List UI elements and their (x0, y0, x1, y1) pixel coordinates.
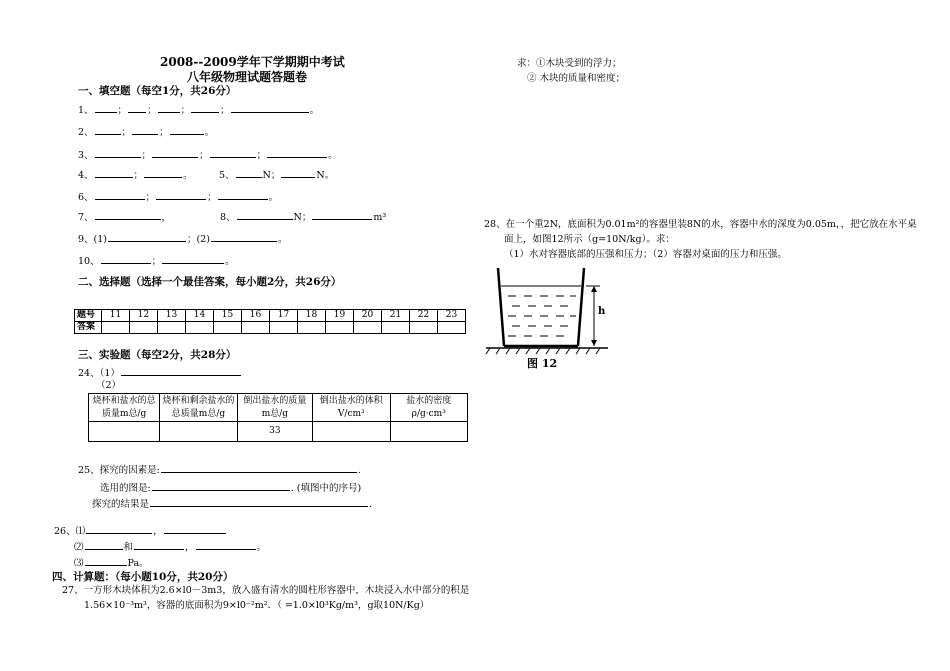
answer-blank[interactable] (210, 148, 256, 158)
table-header: 盐水的密度ρ/g·cm³ (390, 394, 468, 422)
table-header: 倒出盐水的体积V/cm³ (313, 394, 390, 422)
question-number-cell: 22 (410, 310, 438, 322)
question-number-cell: 18 (298, 310, 326, 322)
fill-q10: 10、 ； 。 (78, 256, 235, 267)
row-header-number: 题号 (75, 310, 102, 322)
answer-blank[interactable] (95, 103, 117, 113)
exp-q25-a: 25、探究的因素是: . (78, 465, 361, 476)
question-number-cell: 17 (270, 310, 298, 322)
table-header: 烧杯和盐水的总质量m总/g (89, 394, 160, 422)
answer-blank[interactable] (95, 148, 141, 158)
answer-blank[interactable] (312, 210, 372, 220)
answer-blank[interactable] (156, 190, 206, 200)
figure-h-label: h (598, 306, 606, 317)
exam-title-line1: 2008--2009学年下学期期中考试 (160, 55, 345, 69)
table-cell[interactable] (160, 422, 237, 442)
answer-blank[interactable] (152, 148, 198, 158)
answer-blank[interactable] (150, 497, 368, 507)
salt-water-density-table (88, 393, 468, 442)
fill-q8: 8、 N； m³ (220, 212, 387, 223)
question-number-cell: 12 (130, 310, 158, 322)
row-header-answer: 答案 (75, 322, 102, 334)
answer-blank[interactable] (152, 481, 290, 491)
question-number-cell: 20 (354, 310, 382, 322)
question-number-cell: 13 (158, 310, 186, 322)
answer-blank[interactable] (95, 210, 161, 220)
question-number-cell: 21 (382, 310, 410, 322)
exp-q25-b: 选用的图是: . (填图中的序号) (100, 483, 362, 494)
fill-q3: 3、 ； ； ； 。 (78, 150, 338, 161)
answer-blank[interactable] (170, 125, 204, 135)
table-cell: 33 (237, 422, 312, 442)
answer-blank[interactable] (132, 125, 158, 135)
calc-q27-ask2: ② 木块的质量和密度； (527, 73, 626, 84)
section-fill-in-heading: 一、填空题（每空1分，共26分） (78, 85, 237, 97)
choice-answer-table (74, 309, 466, 334)
calc-q28-line2: 面上，如图12所示（g=10N/kg）。求： (504, 234, 675, 245)
fill-q2: 2、 ； ； 。 (78, 127, 215, 138)
calc-q28-line1: 28、在一个重2N，底面积为0.01m²的容器里装8N的水，容器中水的深度为0.05m，，把它放在水平桌 (484, 219, 917, 230)
question-number-cell: 19 (326, 310, 354, 322)
answer-cell[interactable] (242, 322, 270, 334)
fill-q6: 6、 ； ； 。 (78, 192, 279, 203)
section-choice-heading: 二、选择题（选择一个最佳答案，每小题2分，共26分） (78, 276, 342, 288)
answer-cell[interactable] (438, 322, 466, 334)
answer-blank[interactable] (101, 254, 151, 264)
table-header: 烧杯和剩余盐水的总质量m总/g (160, 394, 237, 422)
answer-blank[interactable] (231, 103, 309, 113)
answer-blank[interactable] (86, 524, 152, 534)
answer-blank[interactable] (108, 232, 186, 242)
answer-blank[interactable] (121, 366, 241, 376)
answer-blank[interactable] (191, 103, 219, 113)
exp-q24-1: 24、（1） (78, 366, 242, 379)
answer-blank[interactable] (95, 190, 145, 200)
calc-q27-ask1: 求：①木块受到的浮力； (517, 58, 622, 69)
answer-cell[interactable] (102, 322, 130, 334)
question-number-cell: 23 (438, 310, 466, 322)
fill-q5: 5、 N； N。 (219, 170, 335, 181)
answer-cell[interactable] (186, 322, 214, 334)
calc-q27-line1: 27、一方形木块体积为2.6×l0－3m3，放入盛有清水的圆柱形容器中，木块浸入水中部分的积是 (62, 585, 470, 596)
answer-cell[interactable] (130, 322, 158, 334)
answer-cell[interactable] (354, 322, 382, 334)
q-number: 1、 (78, 105, 94, 116)
answer-blank[interactable] (211, 232, 277, 242)
question-number-cell: 15 (214, 310, 242, 322)
figure-12-caption: 图 12 (527, 357, 558, 370)
exp-q24-2: （2） (96, 380, 122, 391)
answer-cell[interactable] (214, 322, 242, 334)
answer-blank[interactable] (164, 524, 226, 534)
answer-blank[interactable] (85, 556, 127, 566)
answer-cell[interactable] (326, 322, 354, 334)
question-number-cell: 16 (242, 310, 270, 322)
exp-q25-c: 探究的结果是 . (92, 499, 373, 510)
answer-blank[interactable] (267, 148, 327, 158)
table-cell[interactable] (390, 422, 468, 442)
section-calc-heading: 四、计算题：（每小题10分，共20分） (52, 571, 234, 583)
question-number-cell: 11 (102, 310, 130, 322)
answer-blank[interactable] (281, 168, 315, 178)
answer-cell[interactable] (270, 322, 298, 334)
section-experiment-heading: 三、实验题（每空2分，共28分） (78, 349, 237, 361)
answer-blank[interactable] (158, 103, 180, 113)
calc-q28-line3: （1）水对容器底部的压强和压力；（2）容器对桌面的压力和压强。 (504, 249, 787, 260)
answer-blank[interactable] (144, 168, 182, 178)
table-cell[interactable] (89, 422, 160, 442)
fill-q7: 7、 ， (78, 212, 172, 223)
answer-blank[interactable] (237, 210, 293, 220)
answer-blank[interactable] (196, 540, 256, 550)
answer-cell[interactable] (298, 322, 326, 334)
answer-blank[interactable] (128, 103, 146, 113)
exp-q26-1: 26、⑴ ， (54, 524, 227, 537)
answer-blank[interactable] (85, 540, 123, 550)
answer-cell[interactable] (158, 322, 186, 334)
question-number-cell: 14 (186, 310, 214, 322)
answer-cell[interactable] (382, 322, 410, 334)
answer-blank[interactable] (161, 463, 357, 473)
exam-title-line2: 八年级物理试题答题卷 (187, 70, 308, 84)
fill-q1: 1、 ； ； ； ； 。 (78, 105, 320, 116)
answer-blank[interactable] (95, 125, 121, 135)
table-cell[interactable] (313, 422, 390, 442)
exp-q26-3: ⑶ Pa。 (74, 558, 149, 569)
answer-blank[interactable] (218, 190, 268, 200)
answer-blank[interactable] (162, 254, 224, 264)
fill-q9: 9、(1) ；(2) 。 (78, 234, 288, 245)
answer-blank[interactable] (95, 168, 133, 178)
calc-q27-line2: 1.56×10⁻³m³，容器的底面积为9×l0⁻²m²．（ =1.0×l0³Kg/m³，g取10N/Kg） (84, 600, 430, 611)
answer-blank[interactable] (134, 540, 184, 550)
fill-q4: 4、 ； 。 (78, 170, 193, 181)
table-header: 倒出盐水的质量m总/g (237, 394, 312, 422)
answer-blank[interactable] (236, 168, 262, 178)
exp-q26-2: ⑵ 和 ， 。 (74, 542, 267, 553)
answer-cell[interactable] (410, 322, 438, 334)
